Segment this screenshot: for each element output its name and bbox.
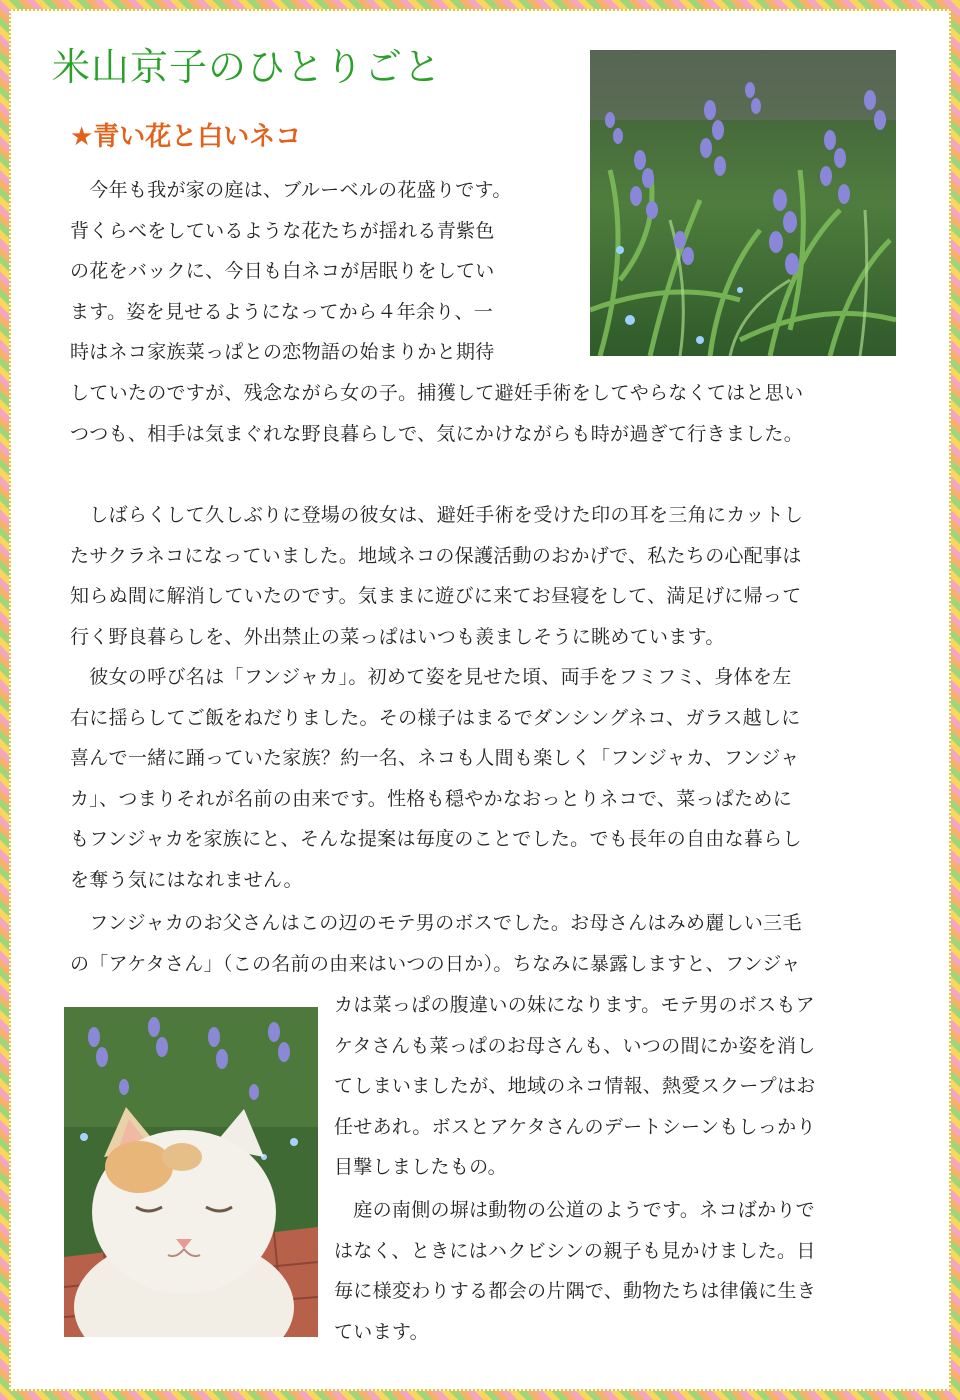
text-line: 行く野良暮らしを、外出禁止の菜っぱはいつも羨ましそうに眺めています。 xyxy=(70,625,725,648)
text-line: の「アケタさん」（この名前の由来はいつの日か）。ちなみに暴露しますと、フンジャ xyxy=(70,952,801,975)
paragraph-6-wrapped xyxy=(334,1190,900,1352)
paragraph-1-full xyxy=(70,373,900,454)
text-line: ケタさんも菜っぱのお母さんも、いつの間にか姿を消し xyxy=(334,1034,816,1057)
paragraph-5-wrapped xyxy=(334,985,900,1188)
text-line: もフンジャカを家族にと、そんな提案は毎度のことでした。でも長年の自由な暮らし xyxy=(70,828,802,850)
text-line: を奪う気にはなれません。 xyxy=(70,868,303,891)
text-line: 目撃しましたもの。 xyxy=(334,1156,507,1178)
text-line: の花をバックに、今日も白ネコが居眠りをしてい xyxy=(70,260,495,282)
bluebell-photo xyxy=(590,50,896,356)
text-line: していたのですが、残念ながら女の子。捕獲して避妊手術をしてやらなくてはと思い xyxy=(70,382,804,404)
text-line: ています。 xyxy=(334,1320,429,1343)
text-line: ます。姿を見せるようになってから４年余り、一 xyxy=(70,300,494,323)
text-line: 時はネコ家族菜っぱとの恋物語の始まりかと期待 xyxy=(70,341,495,363)
paragraphs-2-to-4 xyxy=(70,495,900,900)
text-line: はなく、ときにはハクビシンの親子も見かけました。日 xyxy=(334,1239,816,1262)
text-line: 毎に様変わりする都会の片隅で、動物たちは律儀に生き xyxy=(334,1280,817,1302)
text-line: 喜んで一緒に踊っていた家族？約一名、ネコも人間も楽しく「フンジャカ、フンジャ xyxy=(70,747,800,769)
text-line: 知らぬ間に解消していたのです。気ままに遊びに来てお昼寝をして、満足げに帰って xyxy=(70,585,802,607)
paragraph-1-wrapped xyxy=(70,170,560,373)
text-line: 任せあれ。ボスとアケタさんのデートシーンもしっかり xyxy=(334,1115,816,1138)
section-heading: ★青い花と白いネコ xyxy=(70,122,302,152)
text-line: カ」、つまりそれが名前の由来です。性格も穏やかなおっとりネコで、菜っぱために xyxy=(70,787,793,810)
text-line: つつも、相手は気まぐれな野良暮らしで、気にかけながらも時が過ぎて行きました。 xyxy=(70,422,804,445)
text-line: しばらくして久しぶりに登場の彼女は、避妊手術を受けた印の耳を三角にカットし xyxy=(70,504,804,526)
text-line: たサクラネコになっていました。地域ネコの保護活動のおかげで、私たちの心配事は xyxy=(70,544,802,567)
white-cat-photo xyxy=(64,1007,318,1337)
paragraph-5-full xyxy=(70,903,900,984)
text-line: 右に揺らしてご飯をねだりました。その様子はまるでダンシングネコ、ガラス越しに xyxy=(70,706,801,729)
text-line: 彼女の呼び名は「フンジャカ」。初めて姿を見せた頃、両手をフミフミ、身体を左 xyxy=(70,666,792,688)
text-line: 庭の南側の塀は動物の公道のようです。ネコばかりで xyxy=(334,1199,815,1221)
text-line: 背くらべをしているような花たちが揺れる青紫色 xyxy=(70,219,495,242)
text-line: 今年も我が家の庭は、ブルーベルの花盛りです。 xyxy=(70,179,512,201)
text-line: カは菜っぱの腹違いの妹になります。モテ男のボスもア xyxy=(334,994,815,1016)
text-line: フンジャカのお父さんはこの辺のモテ男のボスでした。お母さんはみめ麗しい三毛 xyxy=(70,912,802,934)
text-line: てしまいましたが、地域のネコ情報、熱愛スクープはお xyxy=(334,1075,816,1097)
page-title: 米山京子のひとりごと xyxy=(52,45,443,89)
